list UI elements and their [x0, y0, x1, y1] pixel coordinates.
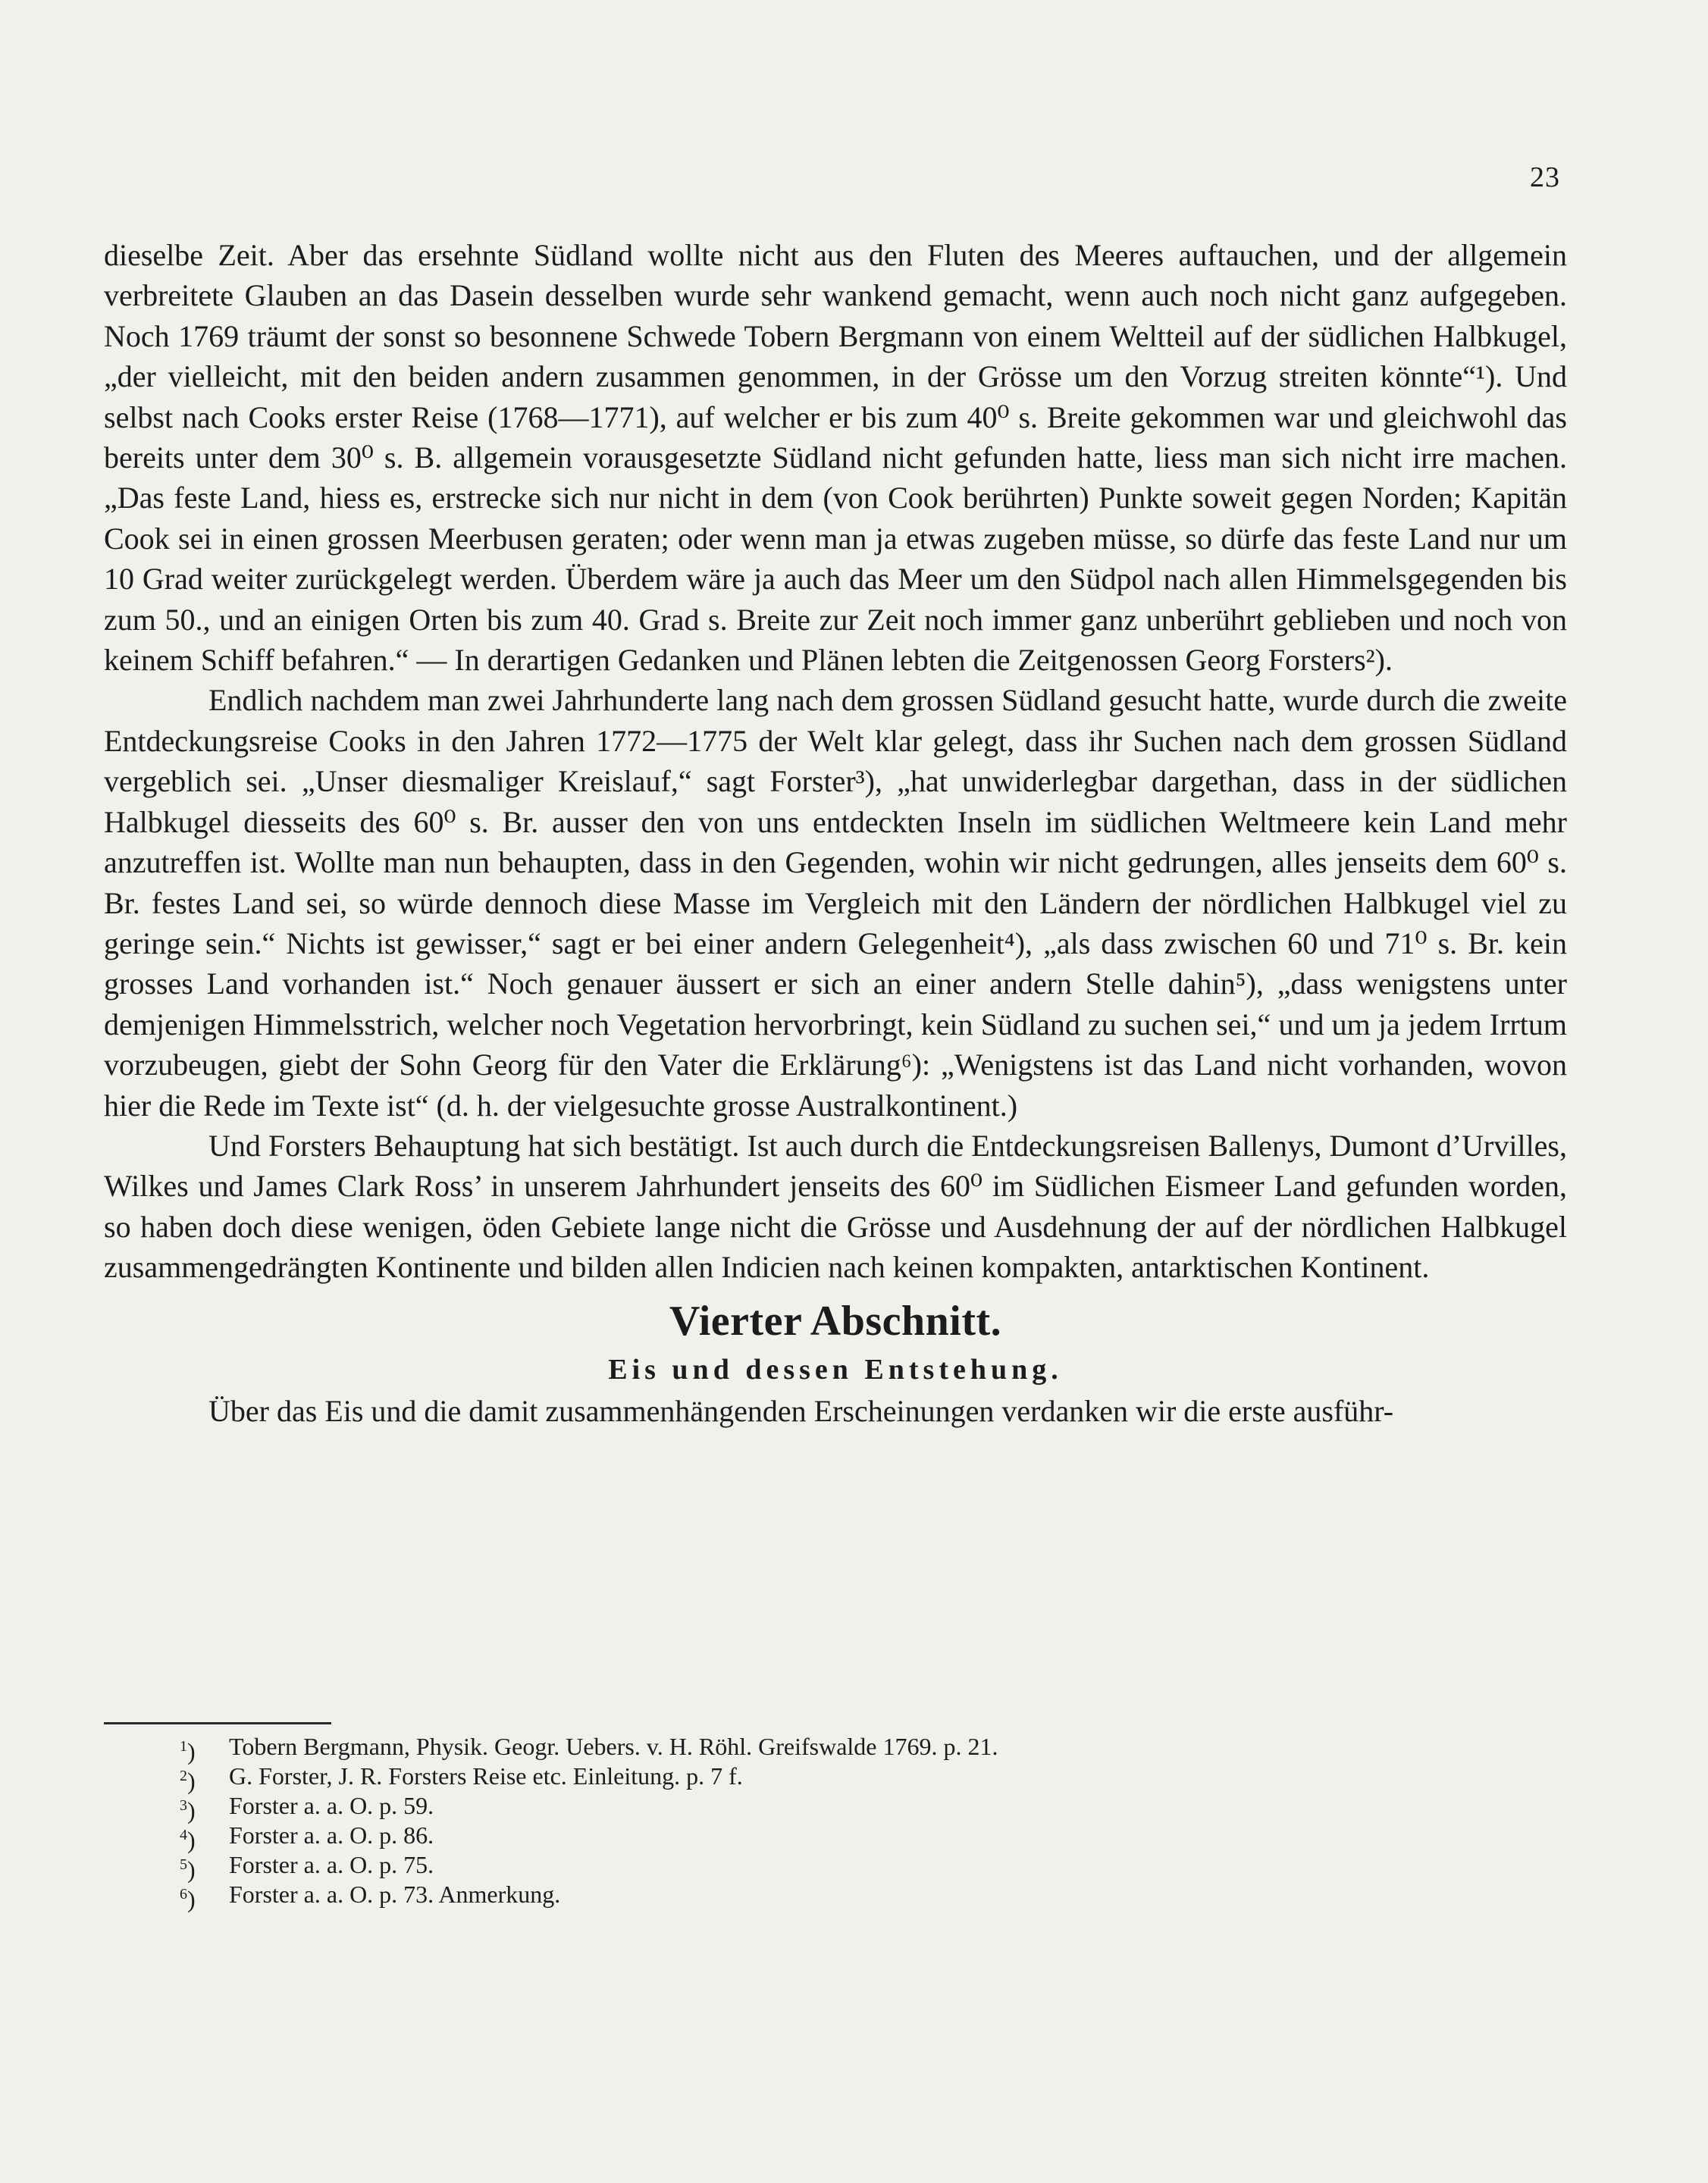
- paragraph-1: dieselbe Zeit. Aber das ersehnte Südland wollte nicht aus den Fluten des Meeres auftauchen, und der allgemein verbreitete Glauben an das Dasein desselben wurde sehr wankend gemacht, wenn auch noch nicht ganz aufgegeben. Noch 1769 träumt der sonst so besonnene Schwede Tobern Bergmann von einem Weltteil auf der südlichen Halbkugel, „der vielleicht, mit den beiden andern zusammen genommen, in der Grösse um den Vorzug streiten könnte“¹). Und selbst nach Cooks erster Reise (1768—1771), auf welcher er bis zum 40⁰ s. Breite gekommen war und gleichwohl das bereits unter dem 30⁰ s. B. allgemein vorausgesetzte Südland nicht gefunden hatte, liess man sich nicht irre machen. „Das feste Land, hiess es, erstrecke sich nur nicht in dem (von Cook berührten) Punkte soweit gegen Norden; Kapitän Cook sei in einen grossen Meerbusen geraten; oder wenn man ja etwas zugeben müsse, so dürfe das feste Land nur um 10 Grad weiter zurückgelegt werden. Überdem wäre ja auch das Meer um den Südpol nach allen Himmelsgegenden bis zum 50., und an einigen Orten bis zum 40. Grad s. Breite zur Zeit noch immer ganz unberührt geblieben und noch von keinem Schiff befahren.“ — In derartigen Gedanken und Plänen lebten die Zeitgenossen Georg Forsters²).: [104, 238, 1567, 678]
- section-heading: Vierter Abschnitt.: [669, 1297, 1002, 1345]
- footnote: $^5$) Forster a. a. O. p. 75.: [180, 1851, 434, 1884]
- footnote: $^2$) G. Forster, J. R. Forsters Reise etc. Einleitung. p. 7 f.: [180, 1762, 743, 1795]
- footnote-mark: 1: [180, 1738, 187, 1755]
- section-paragraph: Über das Eis und die damit zusammenhängenden Erscheinungen verdanken wir die erste ausführ-: [208, 1393, 1394, 1428]
- page-number: 23: [1530, 161, 1560, 193]
- footnote-text: Tobern Bergmann, Physik. Geogr. Uebers. v. H. Röhl. Greifswalde 1769. p. 21.: [229, 1733, 998, 1760]
- footnote-text: G. Forster, J. R. Forsters Reise etc. Einleitung. p. 7 f.: [229, 1762, 743, 1790]
- footnote-mark: 3: [180, 1797, 187, 1814]
- footnote: $^4$) Forster a. a. O. p. 86.: [180, 1821, 434, 1854]
- footnote-mark: 4: [180, 1827, 187, 1843]
- footnote: $^1$) Tobern Bergmann, Physik. Geogr. Uebers. v. H. Röhl. Greifswalde 1769. p. 21.: [180, 1733, 998, 1765]
- footnote: $^6$) Forster a. a. O. p. 73. Anmerkung.: [180, 1881, 561, 1913]
- body-text: [104, 235, 1567, 1431]
- section-subheading: Eis und dessen Entstehung.: [608, 1353, 1063, 1386]
- footnote-mark: 2: [180, 1768, 187, 1784]
- footnote-mark: 6: [180, 1886, 187, 1903]
- footnote-text: Forster a. a. O. p. 73. Anmerkung.: [229, 1881, 561, 1908]
- footnote-text: Forster a. a. O. p. 59.: [229, 1792, 434, 1819]
- footnote-mark: 5: [180, 1856, 187, 1873]
- footnotes: [180, 1732, 1471, 1913]
- footnote: $^3$) Forster a. a. O. p. 59.: [180, 1792, 434, 1824]
- paragraph-2: Endlich nachdem man zwei Jahrhunderte lang nach dem grossen Südland gesucht hatte, wurde durch die zweite Entdeckungsreise Cooks in den Jahren 1772—1775 der Welt klar gelegt, dass ihr Suchen nach dem grossen Südland vergeblich sei. „Unser diesmaliger Kreislauf,“ sagt Forster³), „hat unwiderlegbar dargethan, dass in der südlichen Halbkugel diesseits des 60⁰ s. Br. ausser den von uns entdeckten Inseln im südlichen Weltmeere kein Land mehr anzutreffen ist. Wollte man nun behaupten, dass in den Gegenden, wohin wir nicht gedrungen, alles jenseits dem 60⁰ s. Br. festes Land sei, so würde dennoch diese Masse im Vergleich mit den Ländern der nördlichen Halbkugel viel zu geringe sein.“ Nichts ist gewisser,“ sagt er bei einer andern Gelegenheit⁴), „als dass zwischen 60 und 71⁰ s. Br. kein grosses Land vorhanden ist.“ Noch genauer äussert er sich an einer andern Stelle dahin⁵), „dass wenigstens unter demjenigen Himmelsstrich, welcher noch Vegetation hervorbringt, kein Südland zu suchen sei,“ und um ja jedem Irrtum vorzubeugen, giebt der Sohn Georg für den Vater die Erklärung⁶): „Wenigstens ist das Land nicht vorhanden, wovon hier die Rede im Texte ist“ (d. h. der vielgesuchte grosse Australkontinent.): [104, 683, 1567, 1123]
- footnote-separator: [104, 1722, 331, 1724]
- paragraph-3: Und Forsters Behauptung hat sich bestätigt. Ist auch durch die Entdeckungsreisen Ballenys, Dumont d’Urvilles, Wilkes und James Clark Ross’ in unserem Jahrhundert jenseits des 60⁰ im Südlichen Eismeer Land gefunden worden, so haben doch diese wenigen, öden Gebiete lange nicht die Grösse und Ausdehnung der auf der nördlichen Halbkugel zusammengedrängten Kontinente und bilden allen Indicien nach keinen kompakten, antarktischen Kontinent.: [104, 1128, 1567, 1285]
- footnote-text: Forster a. a. O. p. 75.: [229, 1851, 434, 1878]
- footnote-text: Forster a. a. O. p. 86.: [229, 1821, 434, 1849]
